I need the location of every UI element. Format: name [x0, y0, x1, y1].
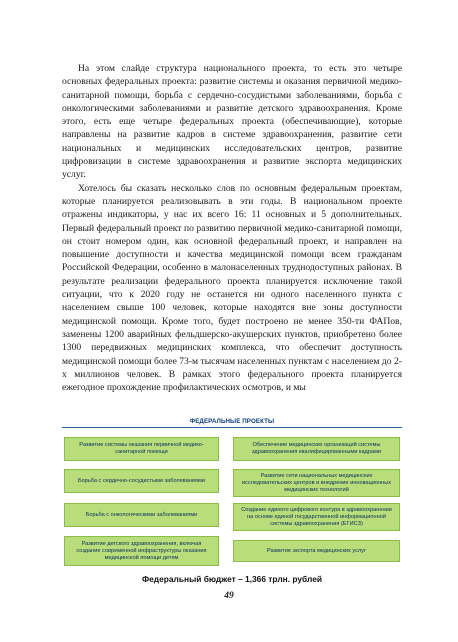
body-text: [62, 62, 402, 394]
project-box-staff: Обеспечение медицинских организаций системы здравоохранения квалифицированными кадрами: [233, 437, 400, 461]
figure-title: ФЕДЕРАЛЬНЫЕ ПРОЕКТЫ: [189, 418, 275, 425]
federal-budget: Федеральный бюджет – 1,366 трлн. рублей: [142, 574, 322, 584]
project-box-primary-care: Развитие системы оказания первичной медико-санитарной помощи: [64, 437, 219, 461]
page-number: 49: [224, 591, 234, 601]
paragraph-2: Хотелось бы сказать несколько слов по основным федеральным проектам, которые планируется реализовывать в эти годы. В национальном проекте отражены индикаторы, у нас их всего 16: 11 основных и 5 дополнительных. Первый федеральный проект по развитию первичной медико-санитарной помощи, он стоит номером один, как основной федеральный проект, и направлен на повышение доступности и качества медицинской помощи всем гражданам Российской Федерации, особенно в малонаселенных труднодоступных районах. В результате реализации федерального проекта планируется исключение такой ситуации, что к 2020 году не останется ни одного населенного пункта с населением свыше 100 человек, которые находятся вне зоны доступности медицинской помощи. Кроме того, будет построено не менее 350-ти ФАПов, заменены 1200 аварийных фельдшерско-акушерских пунктов, приобретено более 1300 передвижных медицинских комплекса, что обеспечит доступность медицинской помощи более 73-м тысячам населенных пунктам с населением до 2-х миллионов человек. В рамках этого федерального проекта планируется ежегодное прохождение профилактических осмотров, и мы: [62, 182, 402, 394]
project-box-digital: Создание единого цифрового контура в здравоохранении на основе единой государственной информационной системы здравоохранения (ЕГИСЗ): [233, 503, 400, 531]
project-box-cardiovascular: Борьба с сердечно-сосудистыми заболеваниями: [64, 469, 219, 493]
project-box-export: Развитие экспорта медицинских услуг: [233, 540, 400, 562]
federal-projects-figure: [62, 418, 402, 588]
figure-title-rule: [62, 427, 402, 428]
project-box-children: Развитие детского здравоохранения, включая создание современной инфраструктуры оказания медицинской помощи детям: [64, 536, 219, 566]
project-box-research-centers: Развитие сети национальных медицинских исследовательских центров и внедрение инновационных медицинских технологий: [233, 469, 400, 497]
paragraph-1: На этом слайде структура национального проекта, то есть это четыре основных федеральных проекта: развитие системы и оказания первичной медико-санитарной помощи, борьба с сердечно-сосудистыми заболеваниями, борьба с онкологическими заболеваниями и развитие детского здравоохранения. Кроме этого, есть еще четыре федеральных проекта (обеспечивающие), которые направлены на развитие кадров в системе здравоохранения, развитие сети национальных и медицинских исследовательских центров, развитие цифровизации в системе здравоохранения и развитие экспорта медицинских услуг.: [62, 63, 402, 181]
project-box-oncology: Борьба с онкологическими заболеваниями: [64, 503, 219, 527]
